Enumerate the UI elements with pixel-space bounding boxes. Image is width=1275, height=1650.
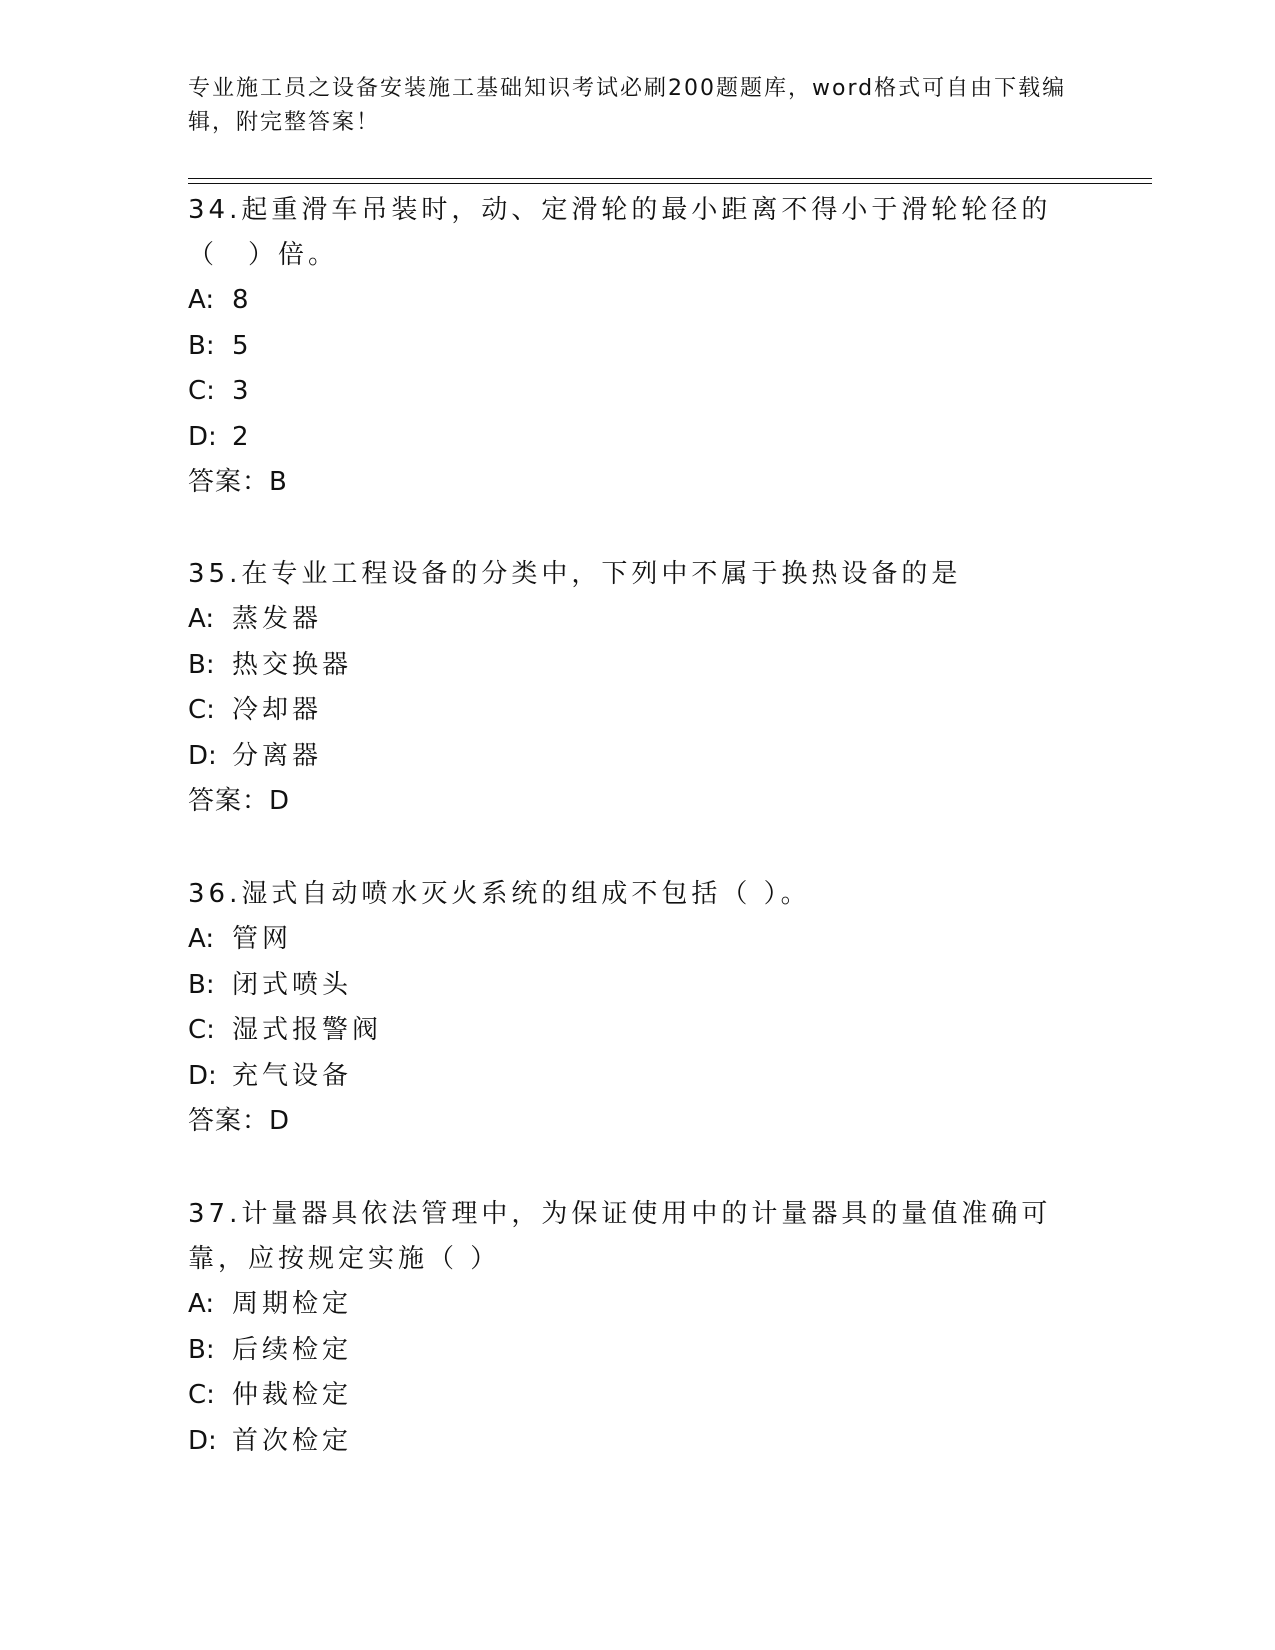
option-text: 湿式报警阀 [232,1015,383,1045]
option-text: 仲裁检定 [232,1380,353,1410]
option-text: 5 [232,330,253,361]
option-b [188,324,1068,370]
question-text: 37.计量器具依法管理中，为保证使用中的计量器具的量值准确可靠，应按规定实施（ ） [188,1199,1052,1274]
option-text: 后续检定 [232,1334,353,1365]
question-34 [188,188,1068,505]
option-text: 3 [232,376,253,406]
option-letter: C: [188,1015,215,1045]
option-letter: B: [188,649,215,680]
question-35 [188,552,1068,824]
option-text: 热交换器 [232,649,353,680]
option-text: 闭式喷头 [232,969,353,1000]
option-a [188,597,1068,643]
answer-line: 答案：B [188,467,288,497]
option-d [188,1419,1068,1465]
question-text: 34.起重滑车吊装时，动、定滑轮的最小距离不得小于滑轮轮径的（ ）倍。 [188,195,1052,270]
answer-line: 答案：D [188,786,291,816]
option-d [188,415,1068,461]
option-text: 充气设备 [232,1060,353,1091]
option-letter: A: [188,1289,215,1319]
option-d [188,1054,1068,1100]
option-letter: B: [188,330,215,361]
question-text: 35.在专业工程设备的分类中，下列中不属于换热设备的是 [188,559,962,589]
option-letter: D: [188,421,217,452]
option-c [188,1373,1068,1419]
option-text: 分离器 [232,740,323,771]
option-d [188,734,1068,780]
answer-line: 答案：D [188,1106,291,1136]
option-letter: D: [188,740,217,771]
option-letter: B: [188,1334,215,1365]
option-letter: A: [188,604,215,634]
option-text: 首次检定 [232,1425,353,1456]
option-c [188,688,1068,734]
option-letter: B: [188,969,215,1000]
document-header: 专业施工员之设备安装施工基础知识考试必刷200题题库，word格式可自由下载编辑，附完整答案！ [188,76,1067,135]
option-a [188,1282,1068,1328]
option-text: 8 [232,285,253,315]
option-c [188,369,1068,415]
option-b [188,1328,1068,1374]
option-letter: C: [188,1380,215,1410]
option-b [188,963,1068,1009]
option-letter: C: [188,695,215,725]
option-letter: A: [188,924,215,954]
option-text: 2 [232,421,253,452]
option-text: 冷却器 [232,695,323,725]
question-36 [188,872,1068,1144]
option-letter: D: [188,1425,217,1456]
option-a [188,917,1068,963]
header-divider-bottom [188,183,1152,184]
option-text: 蒸发器 [232,604,323,634]
option-a [188,278,1068,324]
question-text: 36.湿式自动喷水灭火系统的组成不包括（ ）。 [188,879,811,909]
option-letter: A: [188,285,215,315]
option-letter: C: [188,376,215,406]
option-text: 周期检定 [232,1289,353,1319]
question-37 [188,1192,1068,1464]
header-divider-top [188,178,1152,179]
option-c [188,1008,1068,1054]
option-b [188,643,1068,689]
option-letter: D: [188,1060,217,1091]
option-text: 管网 [232,924,293,954]
